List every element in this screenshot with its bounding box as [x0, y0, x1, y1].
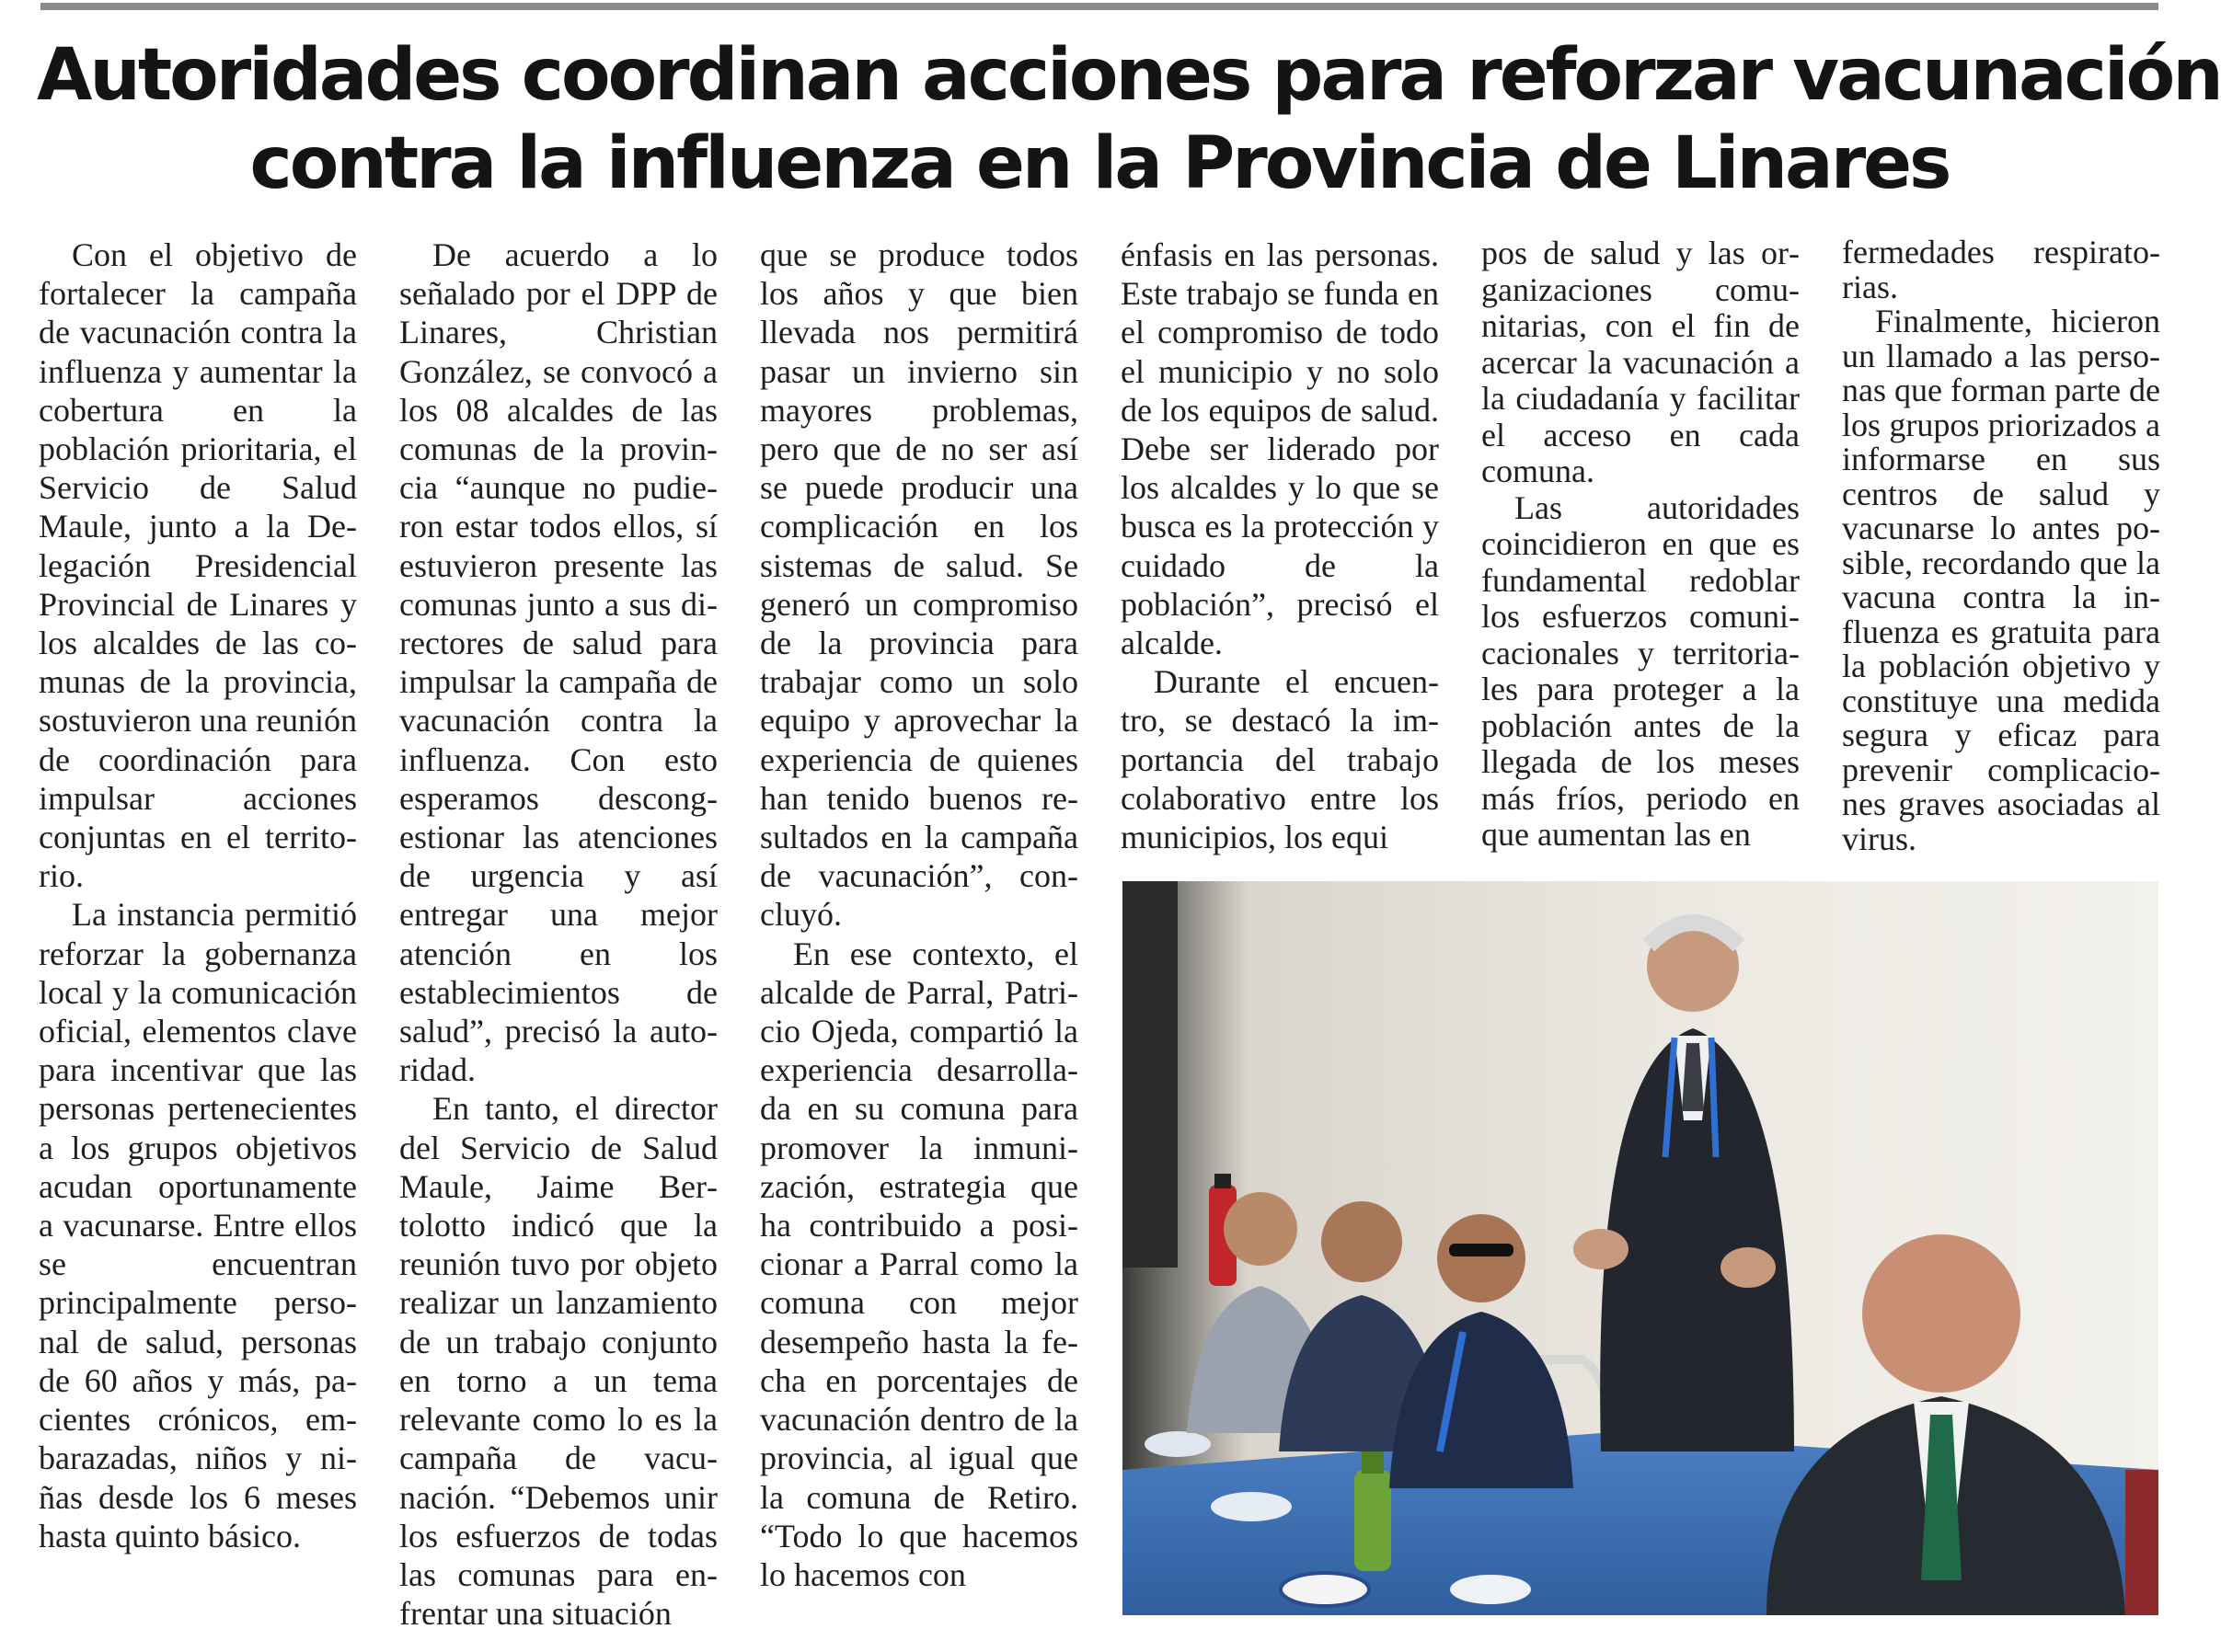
article-column-5 — [1481, 235, 1800, 861]
meeting-photo-illustration — [1122, 881, 2158, 1615]
paragraph: De acuerdo a lo señalado por el DPP de Linares, Christian González, se convocó a los 08 alcaldes de las comunas de la provincia “aunque no pudieron estar todos ellos, sí estuvieron presente las comunas junto a sus directores de salud para impulsar la campaña de vacunación contra la influenza. Con esto esperamos descongestionar las atenciones de urgencia y así entregar una mejor atención en los establecimientos de salud”, precisó la autoridad. — [399, 236, 718, 1089]
person-3-head — [1437, 1214, 1525, 1302]
paragraph: que se produce todos los años y que bien llevada nos permitirá pasar un invierno sin mayores problemas, pero que de no ser así se puede producir una complicación en los sistemas de salud. Se generó un compromiso de la provincia para trabajar como un solo equipo y aprovechar la experiencia de quienes han tenido buenos resultados en la campaña de vacunación”, concluyó. — [760, 236, 1078, 934]
headline-line-1: Autoridades coordinan acciones para reforzar vacunación — [37, 34, 2221, 117]
coffee-cup — [1450, 1575, 1531, 1604]
article-column-4 — [1121, 235, 1439, 861]
article-column-6 — [1842, 235, 2160, 861]
paragraph: En ese contexto, el alcalde de Parral, Patricio Ojeda, compartió la experiencia desarrollada en su comuna para promover la inmunización, estrategia que ha contribuido a posicionar a Parral como la comuna con mejor desempeño hasta la fecha en porcentajes de vacunación dentro de la provincia, al igual que la comuna de Retiro. “Todo lo que hacemos lo hacemos con — [760, 935, 1078, 1593]
meeting-photo — [1122, 881, 2158, 1615]
person-2-head — [1321, 1201, 1402, 1282]
paragraph: pos de salud y las organizaciones comunitarias, con el fin de acercar la vacunación a la ciudadanía y facilitar el acceso en cada comuna. — [1481, 235, 1800, 489]
article-column-3 — [760, 235, 1078, 1606]
headline-line-2: contra la influenza en la Provincia de Linares — [249, 122, 1950, 205]
paragraph: Con el objetivo de fortalecer la campaña de vacunación contra la influenza y aumentar la cobertura en la población prioritaria, el Servicio de Salud Maule, junto a la Delegación Presidencial Provincial de Linares y los alcaldes de las comunas de la provincia, sostuvieron una reunión de coordinación para impulsar acciones conjuntas en el territorio. — [39, 236, 357, 895]
paragraph: Las autoridades coincidieron en que es fundamental redoblar los esfuerzos comunicacionales y territoriales para proteger a la población antes de la llegada de los meses más fríos, periodo en que aumentan las en — [1481, 488, 1800, 853]
article-column-2 — [399, 235, 718, 1633]
paragraph: En tanto, el director del Servicio de Salud Maule, Jaime Bertolotto indicó que la reunión tuvo por objeto realizar un lanzamiento de un trabajo conjunto en torno a un tema relevante como lo es la campaña de vacunación. “Debemos unir los esfuerzos de todas las comunas para enfrentar una situación — [399, 1090, 718, 1633]
article-column-1 — [39, 235, 357, 1606]
speaker-hand — [1573, 1229, 1628, 1269]
glasses — [1449, 1244, 1513, 1256]
paragraph: La instancia permitió reforzar la gobernanza local y la comunicación oficial, elementos clave para incentivar que las personas pertenecientes a los grupos objetivos acudan oportunamente a vacunarse. Entre ellos se encuentran principalmente personal de salud, personas de 60 años y más, pacientes crónicos, embarazadas, niños y niñas desde los 6 meses hasta quinto básico. — [39, 896, 357, 1554]
green-bottle — [1354, 1470, 1391, 1571]
coffee-cup — [1145, 1431, 1211, 1457]
paragraph: fermedades respiratorias. — [1842, 234, 2160, 305]
saucer — [1281, 1573, 1369, 1606]
top-rule — [40, 3, 2158, 10]
headline — [37, 31, 2221, 208]
paragraph: Finalmente, hicieron un llamado a las personas que forman parte de los grupos priorizados a informarse en sus centros de salud y vacunarse lo antes posible, recordando que la vacuna contra la influenza es gratuita para la población objetivo y constituye una medida segura y eficaz para prevenir complicaciones graves asociadas al virus. — [1842, 303, 2160, 857]
dark-corner — [1122, 881, 1178, 1268]
paragraph: Durante el encuentro, se destacó la importancia del trabajo colaborativo entre los municipios, los equi — [1121, 663, 1439, 856]
person-5-head — [1862, 1234, 2020, 1393]
speaker-hand — [1720, 1247, 1776, 1288]
coffee-cup — [1211, 1492, 1292, 1521]
paragraph: énfasis en las personas. Este trabajo se funda en el compromiso de todo el municipio y no solo de los equipos de salud. Debe ser liderado por los alcaldes y lo que se busca es la protección y cuidado de la población”, precisó el alcalde. — [1121, 236, 1439, 662]
person-1-head — [1224, 1192, 1297, 1266]
